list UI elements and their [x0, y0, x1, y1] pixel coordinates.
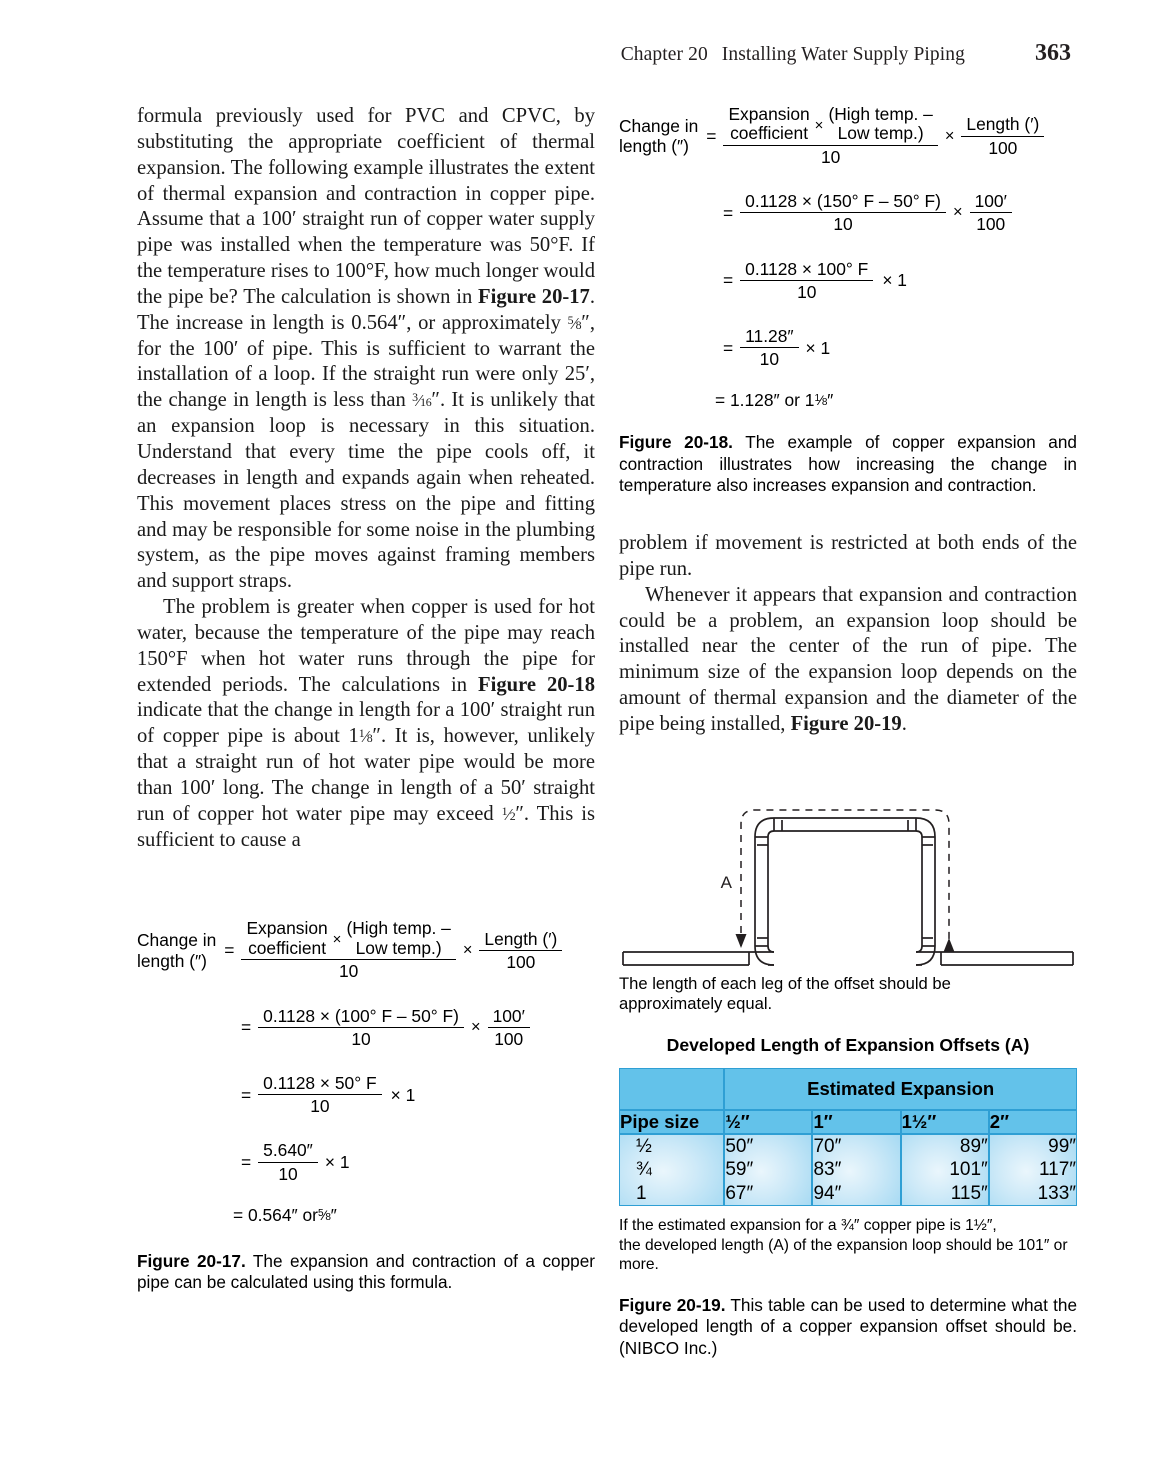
formula-18-tail-3: × 1 [882, 270, 907, 291]
left-paragraph-1 [137, 104, 595, 595]
table-footnote-line2: the developed length (A) of the expansion loop should be 101″ or more. [619, 1236, 1068, 1274]
formula-17-expansion-coefficient [246, 919, 327, 958]
formula-17-equals-3: = [241, 1084, 252, 1105]
table-group-header: Estimated Expansion [724, 1068, 1077, 1110]
formula-17-result: = 0.564″ or [233, 1204, 318, 1225]
lp1-d: ″. It is unlikely that an expansion loop is necessary in this situation. Understand that every time the pipe cools off, it decreases in length and expands again when reheated. This movement places stress on the pipe and fitting and may be responsible for some noise in the plumbing system, as the pipe moves against framing members and support straps. [137, 389, 595, 593]
formula-18-equals-1: = [706, 125, 717, 146]
formula-18-den-4: 10 [759, 349, 780, 370]
formula-18-low-temp: Low temp.) [837, 123, 924, 144]
value-r0-c1: 70″ [813, 1135, 842, 1157]
formula-17-denominator-1: 10 [338, 961, 359, 982]
lp2-d: ″. This is sufficient to cause a [137, 802, 595, 851]
lp2-a: The problem is greater when copper is used for hot water, because the temperature of the pipe may reach 150°F when hot water runs through the pipe for extended periods. The calculations in [137, 596, 595, 696]
value-r1-c3: 117″ [1038, 1159, 1076, 1181]
lp2-b: indicate that the change in length for a 100′ straight run of copper pipe is about 1 [137, 699, 595, 748]
formula-17-temp-difference [346, 919, 450, 958]
table-cell-pipe-sizes [619, 1134, 724, 1207]
table-column-header-row [619, 1110, 1077, 1134]
value-r2-c3: 133″ [1037, 1182, 1076, 1204]
formula-17-line-4 [137, 1139, 595, 1184]
formula-18-line-2 [619, 190, 1077, 235]
elbow-top-left-outer [755, 818, 774, 837]
pipe-size-0: ½ [636, 1135, 652, 1157]
formula-17-equals-2: = [241, 1017, 252, 1038]
value-r0-c0: 50″ [725, 1135, 754, 1157]
formula-17-fraction-4 [258, 1139, 318, 1184]
formula-17-main-fraction [241, 918, 455, 982]
formula-18-length-fraction [961, 113, 1044, 158]
left-paragraph-2 [137, 595, 595, 853]
formula-17-result-fraction: $^5$⁄8 [317, 1206, 331, 1223]
formula-18-den-3: 10 [797, 281, 817, 302]
formula-18-high-temp: (High temp. – [828, 104, 933, 124]
formula-18-length-num: Length (′) [966, 114, 1040, 135]
formula-18-den-2r: 100 [976, 214, 1006, 235]
table-group-header-row [619, 1068, 1077, 1110]
formula-17-equals-1: = [224, 940, 235, 961]
lp1-b: . The increase in length is 0.564″, or approximately [137, 285, 595, 334]
two-column-body [137, 104, 1077, 1414]
formula-18-num-3: 0.1128 × 100° F [745, 258, 869, 279]
formula-17-coefficient: coefficient [248, 937, 327, 958]
figure-20-18-formula [619, 104, 1077, 410]
running-head-chapter: Chapter 20 [620, 44, 708, 65]
formula-18-result-fraction: $^1$⁄8 [814, 392, 828, 409]
lp1-a: formula previously used for PVC and CPVC, by substituting the appropriate coefficient of thermal expansion. The following example illustrates the extent of thermal expansion and contraction in copper pipe. Assume that a 100′ straight run of copper water supply pipe was installed when the temperature was 50°F. If the temperature rises to 100°F, how much longer would the pipe be? The calculation is shown in [137, 105, 595, 308]
table-corner-blank [619, 1068, 724, 1110]
formula-18-lhs [619, 116, 698, 157]
lp1-fraction-3-16: $^3$⁄16 [412, 390, 432, 411]
value-r1-c0: 59″ [725, 1159, 754, 1181]
formula-17-num-2r: 100′ [492, 1005, 525, 1026]
formula-17-line-2 [137, 1005, 595, 1050]
formula-18-expansion-coefficient [728, 105, 809, 144]
formula-17-line-1 [137, 918, 595, 982]
formula-17-times-2: × [470, 1017, 481, 1036]
formula-17-den-2: 10 [351, 1028, 371, 1049]
figure-20-17-caption-text: The expansion and contraction of a copper pipe can be calculated using this formula. [137, 1250, 596, 1293]
dimension-label-a: A [720, 872, 732, 892]
figure-20-19-caption-text: This table can be used to determine what the developed length of a copper expansion offset should be. (NIBCO Inc.) [619, 1294, 1078, 1358]
value-r0-c2: 89″ [959, 1135, 988, 1157]
table-data-row [619, 1134, 1077, 1207]
formula-17-num-2: 0.1128 × (100° F – 50° F) [263, 1005, 459, 1026]
elbow-top-right-outer [916, 818, 935, 837]
rp2-b: . [901, 712, 907, 735]
formula-18-fraction-4 [740, 325, 798, 370]
figure-20-18-caption-text: The example of copper expansion and contraction illustrates how increasing the change in temperature also increases expansion and contraction. [619, 432, 1077, 496]
table-title: Developed Length of Expansion Offsets (A) [666, 1034, 1030, 1055]
table-header-pipe-size: Pipe size [619, 1110, 724, 1134]
formula-18-num-4: 11.28″ [745, 325, 794, 346]
pipe-size-1: ¾ [636, 1159, 652, 1181]
expansion-offsets-table [619, 1068, 1077, 1207]
formula-17-den-3: 10 [310, 1096, 330, 1117]
formula-18-times-2: × [952, 203, 963, 222]
formula-17-times-inner: × [332, 931, 342, 949]
diagram-note-line2: approximately equal. [619, 994, 773, 1014]
formula-18-equals-2: = [723, 202, 734, 223]
formula-18-num-2: 0.1128 × (150° F – 50° F) [745, 191, 941, 212]
running-head-title: Installing Water Supply Piping [721, 44, 965, 65]
value-r1-c2: 101″ [949, 1159, 988, 1181]
formula-17-tail-4: × 1 [324, 1151, 350, 1172]
formula-18-fraction-3 [740, 258, 873, 303]
figure-20-17-caption [137, 1251, 595, 1294]
diagram-note [619, 974, 1077, 1015]
lp1-figure-ref: Figure 20-17 [478, 285, 590, 308]
elbow-bottom-right-outer [916, 946, 935, 965]
formula-17-den-2r: 100 [494, 1028, 524, 1049]
table-footnote [619, 1216, 1077, 1274]
formula-17-lhs [137, 930, 216, 971]
table-cell-col-2 [901, 1134, 989, 1207]
table-footnote-line1: If the estimated expansion for a ¾″ copper pipe is 1½″, [619, 1217, 997, 1235]
lp2-c: ″. It is, however, unlikely that a straight run of hot water pipe would be more than 100′ long. The change in length of a 50′ straight run of copper hot water pipe may exceed [137, 725, 595, 825]
formula-18-line-1 [619, 104, 1077, 168]
formula-18-denominator-1: 10 [820, 146, 841, 167]
lp2-figure-ref: Figure 20-18 [478, 673, 595, 696]
formula-17-tail-3: × 1 [390, 1084, 416, 1105]
formula-17-length-num: Length (′) [484, 928, 558, 949]
left-column [137, 104, 595, 1294]
formula-18-numerator-1 [723, 104, 937, 145]
table-header-expansion-0: ½″ [724, 1110, 812, 1134]
formula-18-lhs-line2: length (″) [619, 136, 689, 157]
figure-20-18-caption [619, 432, 1077, 497]
figure-20-19-caption [619, 1295, 1077, 1360]
value-r2-c0: 67″ [725, 1182, 754, 1204]
figure-20-18-caption-label: Figure 20-18. [619, 432, 733, 453]
formula-18-length-den: 100 [988, 137, 1018, 158]
table-cell-col-3 [989, 1134, 1077, 1207]
lp2-fraction-1-2: $^1$⁄2 [501, 803, 516, 824]
formula-17-line-5 [137, 1205, 595, 1225]
right-paragraph-2 [619, 583, 1077, 738]
formula-17-high-temp: (High temp. – [346, 918, 451, 939]
right-column [619, 104, 1077, 1359]
elbow-top-left-inner [768, 831, 774, 837]
lp1-c: ″, for the 100′ of pipe. This is sufficient to warrant the installation of a loop. If the straight run were only 25′, the change in length is less than [137, 311, 595, 412]
elbow-bottom-left-inner [768, 946, 774, 952]
rp2-a: Whenever it appears that expansion and contraction could be a problem, an expansion loop should be installed near the center of the run of pipe. The minimum size of the expansion loop depends on the amount of thermal expansion and the diameter of the pipe being installed, [619, 583, 1077, 735]
formula-18-tail-4: × 1 [805, 337, 831, 358]
figure-20-17-formula [137, 918, 595, 1224]
formula-17-result-tail: ″ [330, 1204, 337, 1225]
elbow-bottom-left-outer [755, 946, 774, 965]
formula-18-lhs-line1: Change in [619, 115, 699, 136]
expansion-loop-svg [619, 766, 1077, 966]
formula-18-line-3 [619, 258, 1077, 303]
lp1-fraction-5-8: $^5$⁄8 [567, 312, 582, 333]
page-number: 363 [1035, 40, 1071, 66]
formula-18-equals-4: = [723, 337, 734, 358]
formula-17-den-4: 10 [278, 1163, 298, 1184]
formula-17-num-3: 0.1128 × 50° F [263, 1073, 377, 1093]
formula-18-fraction-2 [740, 190, 946, 235]
value-r1-c1: 83″ [813, 1159, 842, 1181]
formula-18-coefficient: coefficient [730, 123, 809, 144]
elbow-top-right-inner [916, 831, 922, 837]
formula-17-lhs-line1: Change in [137, 930, 217, 951]
formula-17-line-3 [137, 1072, 595, 1117]
formula-18-line-4 [619, 325, 1077, 370]
formula-17-low-temp: Low temp.) [355, 937, 442, 958]
formula-18-result-tail: ″ [827, 390, 834, 411]
formula-17-fraction-2 [258, 1005, 464, 1050]
formula-17-fraction-2r [488, 1005, 530, 1050]
formula-18-main-fraction [723, 104, 937, 168]
formula-18-times-inner: × [814, 116, 824, 134]
formula-17-expansion: Expansion [246, 918, 328, 939]
table-cell-col-0 [724, 1134, 812, 1207]
elbow-bottom-right-inner [916, 946, 922, 952]
formula-17-times-1: × [462, 941, 473, 960]
formula-18-line-5 [619, 390, 1077, 410]
table-header-expansion-1: 1″ [812, 1110, 900, 1134]
formula-17-length-den: 100 [506, 952, 536, 973]
formula-18-num-2r: 100′ [974, 191, 1007, 212]
right-paragraph-1: problem if movement is restricted at both ends of the pipe run. [619, 531, 1077, 580]
formula-17-lhs-line2: length (″) [137, 950, 207, 971]
formula-17-num-4: 5.640″ [263, 1140, 313, 1161]
figure-20-19-caption-label: Figure 20-19. [619, 1294, 726, 1315]
formula-18-equals-3: = [723, 270, 734, 291]
diagram-note-line1: The length of each leg of the offset should be [619, 973, 951, 993]
formula-17-fraction-3 [258, 1072, 381, 1117]
formula-17-numerator-1 [241, 918, 455, 959]
formula-18-den-2: 10 [833, 214, 853, 235]
expansion-loop-diagram [619, 766, 1077, 966]
formula-18-expansion: Expansion [728, 104, 810, 124]
arrow-down-left-icon [736, 934, 747, 948]
value-r2-c2: 115″ [950, 1182, 988, 1204]
formula-18-fraction-2r [970, 190, 1012, 235]
value-r2-c1: 94″ [813, 1182, 842, 1204]
value-r0-c3: 99″ [1048, 1135, 1076, 1157]
running-head [130, 40, 1071, 67]
arrow-up-right-icon [944, 938, 955, 952]
formula-17-equals-4: = [241, 1151, 252, 1172]
formula-18-times-1: × [944, 126, 955, 145]
lp2-fraction-1-8: $^1$⁄8 [358, 726, 373, 747]
table-header-expansion-2: 1½″ [901, 1110, 989, 1134]
formula-18-temp-difference [828, 105, 932, 144]
table-header-expansion-3: 2″ [989, 1110, 1077, 1134]
formula-18-result: = 1.128″ or 1 [715, 390, 815, 411]
figure-20-17-caption-label: Figure 20-17. [137, 1250, 246, 1271]
table-cell-col-1 [812, 1134, 900, 1207]
rp2-figure-ref: Figure 20-19 [790, 712, 902, 735]
pipe-size-2: 1 [636, 1182, 647, 1204]
formula-17-length-fraction [479, 928, 562, 973]
